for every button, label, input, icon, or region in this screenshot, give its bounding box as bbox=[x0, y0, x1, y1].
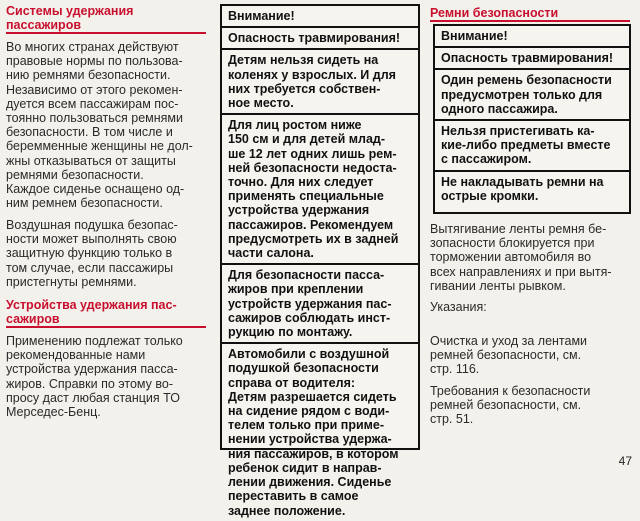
warning-injury: Опасность травмирования! bbox=[228, 31, 401, 46]
heading-underline bbox=[430, 20, 630, 22]
warning-title: Внимание! bbox=[228, 9, 295, 23]
warning-title: Внимание! bbox=[441, 29, 508, 43]
heading-underline bbox=[6, 32, 206, 34]
warning-height-age: Для лиц ростом ниже 150 см и для детей млад- ше 12 лет одних лишь рем- ней безопасности недоста- точно. Для них следует применять специальные устройства удержания пассажиров. Рекомендуем предусмотреть их в задней части салона. bbox=[228, 118, 399, 261]
paragraph-cleaning-ref: Очистка и уход за лентами ремней безопасности, см. стр. 116. bbox=[430, 334, 588, 377]
warning-passenger-airbag: Автомобили с воздушной подушкой безопасности справа от водителя: Детям разрешается сидеть на сидение рядом с води- телем только при приме- нении устройства удержа- ния пассажиров, в котором ребенок сидит в направ- лении движения. Сиденье переставить в самое заднее положение. bbox=[228, 347, 399, 518]
page-number: 47 bbox=[618, 454, 632, 468]
paragraph-legal-norms: Во многих странах действуют правовые нормы по пользова- нию ремнями безопасности. Независимо от этого рекомен- дуется всем пассажирам пос- тоянно пользоваться ремнями безопасности. В том числе и беремменные женщины не дол- жны отказываться от защиты ремнями безопасности. bbox=[6, 40, 193, 182]
warning-box-seat-belts bbox=[433, 24, 631, 214]
paragraph-recommended-devices: Применению подлежат только рекомендованные нами устройства удержания пасса- жиров. Справки по этому во- просу даст любая станция ТО Мерседес-Бенц. bbox=[6, 334, 183, 420]
warning-mounting-instructions: Для безопасности пасса- жиров при креплении устройств удержания пас- сажиров соблюдать инст- рукцию по монтажу. bbox=[228, 268, 392, 340]
warning-no-objects: Нельзя пристегивать ка- кие-либо предметы вместе с пассажиром. bbox=[441, 124, 611, 167]
paragraph-notes-label: Указания: bbox=[430, 300, 487, 314]
heading-underline bbox=[6, 326, 206, 328]
paragraph-belt-locking: Вытягивание ленты ремня бе- зопасности блокируется при торможении автомобиля во всех направлениях и при вытя- гивании ленты рывком. bbox=[430, 222, 612, 293]
warning-injury: Опасность травмирования! bbox=[441, 51, 614, 66]
warning-children-lap: Детям нельзя сидеть на коленях у взрослых. И для них требуется собствен- ное место. bbox=[228, 53, 396, 111]
warning-sharp-edges: Не накладывать ремни на острые кромки. bbox=[441, 174, 604, 203]
heading-seat-belts: Ремни безопасности bbox=[430, 6, 559, 20]
paragraph-requirements-ref: Требования к безопасности ремней безопасности, см. стр. 51. bbox=[430, 384, 591, 427]
warning-one-passenger: Один ремень безопасности предусмотрен только для одного пассажира. bbox=[441, 73, 612, 116]
paragraph-airbag: Воздушная подушка безопас- ности может выполнять свою защитную функцию только в том случае, если пассажиры пристегнуты ремнями. bbox=[6, 218, 178, 289]
paragraph-each-seat-belt: Каждое сиденье оснащено од- ним ремнем безопасности. bbox=[6, 182, 185, 211]
heading-restraint-devices: Устройства удержания пас- сажиров bbox=[6, 298, 177, 326]
warning-box-children bbox=[220, 4, 420, 518]
heading-passenger-restraint-systems: Системы удержания пассажиров bbox=[6, 4, 134, 32]
